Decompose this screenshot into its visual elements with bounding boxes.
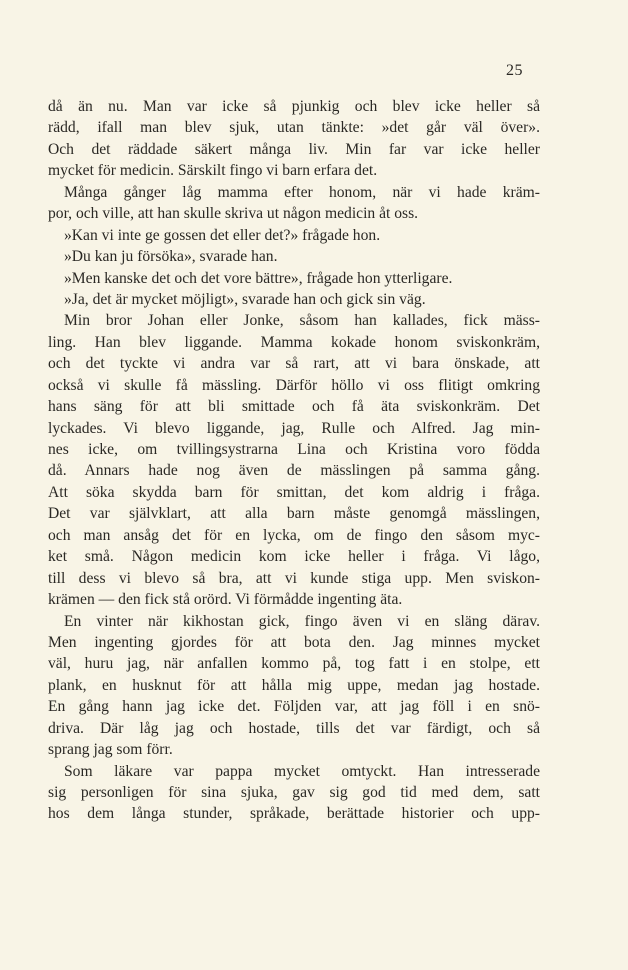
text-line: »Kan vi inte ge gossen det eller det?» frågade hon.	[64, 226, 381, 244]
text-line: också vi skulle få mässling. Därför höllo vi oss flitigt omkring	[48, 376, 540, 394]
text-line: »Men kanske det och det vore bättre», frågade hon ytterligare.	[64, 269, 453, 287]
text-line: lyckades. Vi blevo liggande, jag, Rulle och Alfred. Jag min-	[48, 419, 540, 437]
text-line: plank, en husknut för att hålla mig uppe, medan jag hostade.	[48, 676, 540, 694]
text-line: Att söka skydda barn för smittan, det kom aldrig i fråga.	[48, 483, 540, 501]
text-line: nes icke, om tvillingsystrarna Lina och Kristina voro födda	[48, 441, 540, 458]
text-line: och det tyckte vi andra var så rart, att vi bara önskade, att	[48, 355, 540, 373]
body-text	[48, 96, 540, 825]
text-line: »Ja, det är mycket möjligt», svarade han och gick sin väg.	[64, 290, 426, 308]
text-line: hos dem långa stunder, språkade, berättade historier och upp-	[48, 805, 540, 823]
text-line: då än nu. Man var icke så pjunkig och blev icke heller så	[48, 98, 540, 115]
text-line: sprang jag som förr.	[48, 741, 173, 759]
text-line: En vinter när kikhostan gick, fingo även vi en släng därav.	[64, 612, 540, 630]
text-line: sig personligen för sina sjuka, gav sig god tid med dem, satt	[48, 784, 540, 801]
text-line: ling. Han blev liggande. Mamma kokade honom sviskonkräm,	[48, 333, 540, 351]
text-line: Och det räddade säkert många liv. Min far var icke heller	[48, 140, 540, 158]
text-line: Min bror Johan eller Jonke, såsom han kallades, fick mäss-	[64, 312, 540, 330]
text-line: rädd, ifall man blev sjuk, utan tänkte: »det går väl över».	[48, 119, 540, 137]
text-line: Många gånger låg mamma efter honom, när vi hade kräm-	[64, 183, 540, 201]
text-line: En gång hann jag icke det. Följden var, att jag föll i en snö-	[48, 698, 540, 716]
text-line: Men ingenting gjordes för att bota den. Jag minnes mycket	[48, 633, 540, 651]
text-line: mycket för medicin. Särskilt fingo vi barn erfara det.	[48, 162, 378, 180]
text-line: por, och ville, att han skulle skriva ut någon medicin åt oss.	[48, 205, 419, 223]
text-line: och man ansåg det för en lycka, om de fingo den såsom myc-	[48, 526, 540, 544]
text-line: väl, huru jag, när anfallen kommo på, tog fatt i en stolpe, ett	[48, 655, 540, 673]
text-line: då. Annars hade nog även de mässlingen på samma gång.	[48, 462, 540, 480]
text-line: till dess vi blevo så bra, att vi kunde stiga upp. Men sviskon-	[48, 569, 540, 587]
text-line: Det var självklart, att alla barn måste genomgå mässlingen,	[48, 505, 540, 523]
text-line: Som läkare var pappa mycket omtyckt. Han intresserade	[64, 762, 540, 780]
text-line: ket små. Någon medicin kom icke heller i fråga. Vi lågo,	[48, 548, 540, 566]
text-line: krämen — den fick stå orörd. Vi förmådde ingenting äta.	[48, 591, 403, 609]
text-line: »Du kan ju försöka», svarade han.	[64, 248, 278, 266]
text-line: driva. Där låg jag och hostade, tills det var färdigt, och så	[48, 719, 540, 737]
page-number: 25	[506, 62, 523, 79]
text-line: hans säng för att bli smittade och få äta sviskonkräm. Det	[48, 398, 540, 416]
